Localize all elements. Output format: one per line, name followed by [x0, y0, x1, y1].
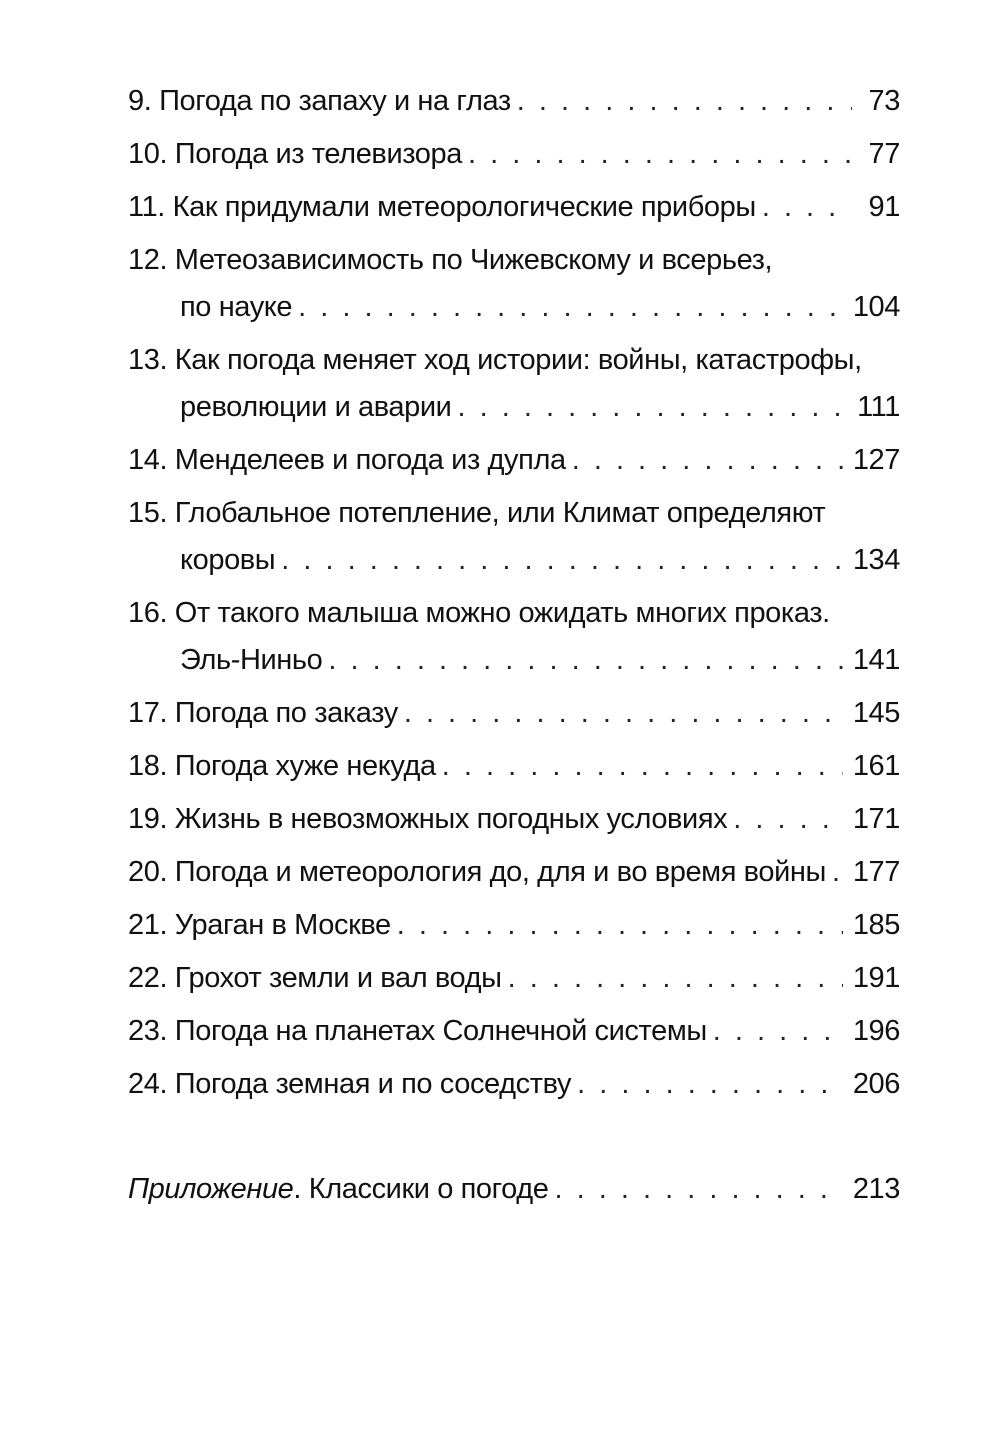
toc-entry-number: 22.	[128, 962, 168, 994]
toc-entry-text	[128, 1008, 707, 1055]
toc-page-number: 91	[868, 191, 900, 223]
table-of-contents	[128, 78, 900, 1219]
toc-page-number: 171	[852, 803, 900, 835]
toc-entry-line	[128, 690, 900, 737]
toc-entry-number: 12.	[128, 244, 168, 276]
toc-entry	[128, 490, 900, 584]
toc-entry-title: Ураган в Москве	[174, 909, 391, 941]
toc-entry-text	[128, 1166, 549, 1213]
dot-leader	[458, 384, 848, 431]
toc-entry-line	[128, 796, 900, 843]
toc-entry-line	[128, 902, 900, 949]
toc-entry-title: Глобальное потепление, или Климат определяют	[174, 497, 826, 529]
toc-entry-text	[180, 284, 292, 331]
toc-entry-title: по науке	[180, 291, 293, 323]
toc-page-number: 104	[852, 291, 900, 323]
toc-entry-line	[128, 1166, 900, 1213]
toc-entry-line	[128, 637, 900, 684]
toc-entry-line	[128, 490, 900, 537]
toc-entry-line	[128, 384, 900, 431]
toc-entry-text	[128, 337, 862, 384]
toc-entry-number: 20.	[128, 856, 168, 888]
appendix-label: Приложение	[128, 1173, 294, 1205]
toc-entry-number: 24.	[128, 1068, 168, 1100]
dot-leader	[328, 637, 842, 684]
toc-entry-line	[128, 337, 900, 384]
toc-entry	[128, 743, 900, 790]
dot-leader	[555, 1166, 843, 1213]
toc-entry-title: Как придумали метеорологические приборы	[172, 191, 756, 223]
dot-leader	[298, 284, 843, 331]
toc-entry-title: революции и аварии	[180, 391, 452, 423]
toc-entry-title: коровы	[180, 544, 276, 576]
toc-entry-line	[128, 184, 900, 231]
toc-entry-text	[128, 590, 830, 637]
dot-leader	[281, 537, 843, 584]
toc-page-number: 127	[852, 444, 900, 476]
toc-entry-text	[128, 131, 462, 178]
toc-entry-title: От такого малыша можно ожидать многих проказ.	[174, 597, 830, 629]
toc-entry-text	[180, 637, 322, 684]
toc-entry-line	[128, 284, 900, 331]
toc-entry-text	[128, 796, 727, 843]
toc-entry-number: 17.	[128, 697, 168, 729]
toc-entry-text	[128, 437, 566, 484]
toc-entry-title: Погода из телевизора	[174, 138, 462, 170]
dot-leader	[713, 1008, 843, 1055]
dot-leader	[762, 184, 852, 231]
toc-page-number: 206	[852, 1068, 900, 1100]
toc-entry-line	[128, 237, 900, 284]
toc-entry-line	[128, 590, 900, 637]
dot-leader	[832, 849, 843, 896]
toc-entry-number: 21.	[128, 909, 168, 941]
toc-entry-text	[128, 184, 756, 231]
toc-entry	[128, 184, 900, 231]
toc-entry-title: Жизнь в невозможных погодных условиях	[174, 803, 728, 835]
toc-entry	[128, 902, 900, 949]
dot-leader	[577, 1061, 843, 1108]
toc-entry-line	[128, 78, 900, 125]
toc-entry-text	[128, 237, 772, 284]
toc-entry-title: Погода земная и по соседству	[174, 1068, 572, 1100]
toc-entry-number: 10.	[128, 138, 168, 170]
toc-page-number: 185	[852, 909, 900, 941]
toc-entry-title: Погода по запаху и на глаз	[159, 85, 511, 117]
toc-entry	[128, 590, 900, 684]
toc-page-number: 73	[868, 85, 900, 117]
toc-entry	[128, 849, 900, 896]
toc-page-number: 77	[868, 138, 900, 170]
toc-entry-line	[128, 437, 900, 484]
dot-leader	[404, 690, 843, 737]
toc-entry-number: 18.	[128, 750, 168, 782]
toc-entry-text	[128, 955, 502, 1002]
toc-entry-number: 15.	[128, 497, 168, 529]
toc-page-number: 213	[852, 1173, 900, 1205]
toc-entry	[128, 1061, 900, 1108]
toc-page-number: 191	[852, 962, 900, 994]
toc-entry	[128, 237, 900, 331]
toc-entry	[128, 796, 900, 843]
toc-entry-text	[128, 1061, 571, 1108]
toc-entry-title: Грохот земли и вал воды	[174, 962, 502, 994]
toc-entry-text	[180, 384, 452, 431]
toc-page-number: 141	[852, 644, 900, 676]
toc-entry	[128, 131, 900, 178]
toc-entry-title: Эль-Ниньо	[180, 644, 323, 676]
toc-entry-text	[128, 490, 825, 537]
toc-appendix-entry	[128, 1166, 900, 1213]
toc-entry-number: 13.	[128, 344, 168, 376]
dot-leader	[572, 437, 843, 484]
toc-page-number: 196	[852, 1015, 900, 1047]
toc-entry-line	[128, 537, 900, 584]
toc-entry-number: 23.	[128, 1015, 168, 1047]
toc-entry-text	[128, 743, 436, 790]
dot-leader	[397, 902, 843, 949]
dot-leader	[508, 955, 843, 1002]
toc-entry-number: 9.	[128, 85, 152, 117]
toc-entry-title: Погода на планетах Солнечной системы	[174, 1015, 707, 1047]
toc-entry-title: Погода по заказу	[174, 697, 398, 729]
toc-entry-title: Погода хуже некуда	[174, 750, 436, 782]
toc-entry-line	[128, 849, 900, 896]
dot-leader	[733, 796, 843, 843]
toc-page-number: 161	[852, 750, 900, 782]
toc-entry-line	[128, 743, 900, 790]
toc-entry-text	[128, 78, 511, 125]
toc-entry-text	[180, 537, 275, 584]
toc-entry	[128, 337, 900, 431]
toc-entry-text	[128, 690, 398, 737]
toc-entry-number: 11.	[128, 191, 165, 223]
toc-entry-number: 16.	[128, 597, 168, 629]
toc-entry-title: Менделеев и погода из дупла	[174, 444, 566, 476]
toc-page-number: 111	[857, 391, 900, 423]
toc-entry-title: Погода и метеорология до, для и во время войны	[174, 856, 826, 888]
appendix-title: . Классики о погоде	[293, 1173, 549, 1205]
toc-page-number: 134	[852, 544, 900, 576]
toc-entry-line	[128, 955, 900, 1002]
toc-entry	[128, 78, 900, 125]
toc-entry-line	[128, 1008, 900, 1055]
toc-page-number: 145	[852, 697, 900, 729]
toc-entry-text	[128, 849, 826, 896]
dot-leader	[442, 743, 843, 790]
toc-entry-title: Метеозависимость по Чижевскому и всерьез,	[174, 244, 773, 276]
toc-entry-text	[128, 902, 391, 949]
toc-entry	[128, 437, 900, 484]
toc-entry	[128, 690, 900, 737]
toc-entry	[128, 1008, 900, 1055]
toc-page-number: 177	[852, 856, 900, 888]
toc-entry-line	[128, 1061, 900, 1108]
toc-entry	[128, 955, 900, 1002]
toc-entry-number: 19.	[128, 803, 168, 835]
toc-entry-line	[128, 131, 900, 178]
dot-leader	[517, 78, 852, 125]
toc-entry-number: 14.	[128, 444, 168, 476]
dot-leader	[468, 131, 852, 178]
toc-entry-title: Как погода меняет ход истории: войны, катастрофы,	[174, 344, 862, 376]
